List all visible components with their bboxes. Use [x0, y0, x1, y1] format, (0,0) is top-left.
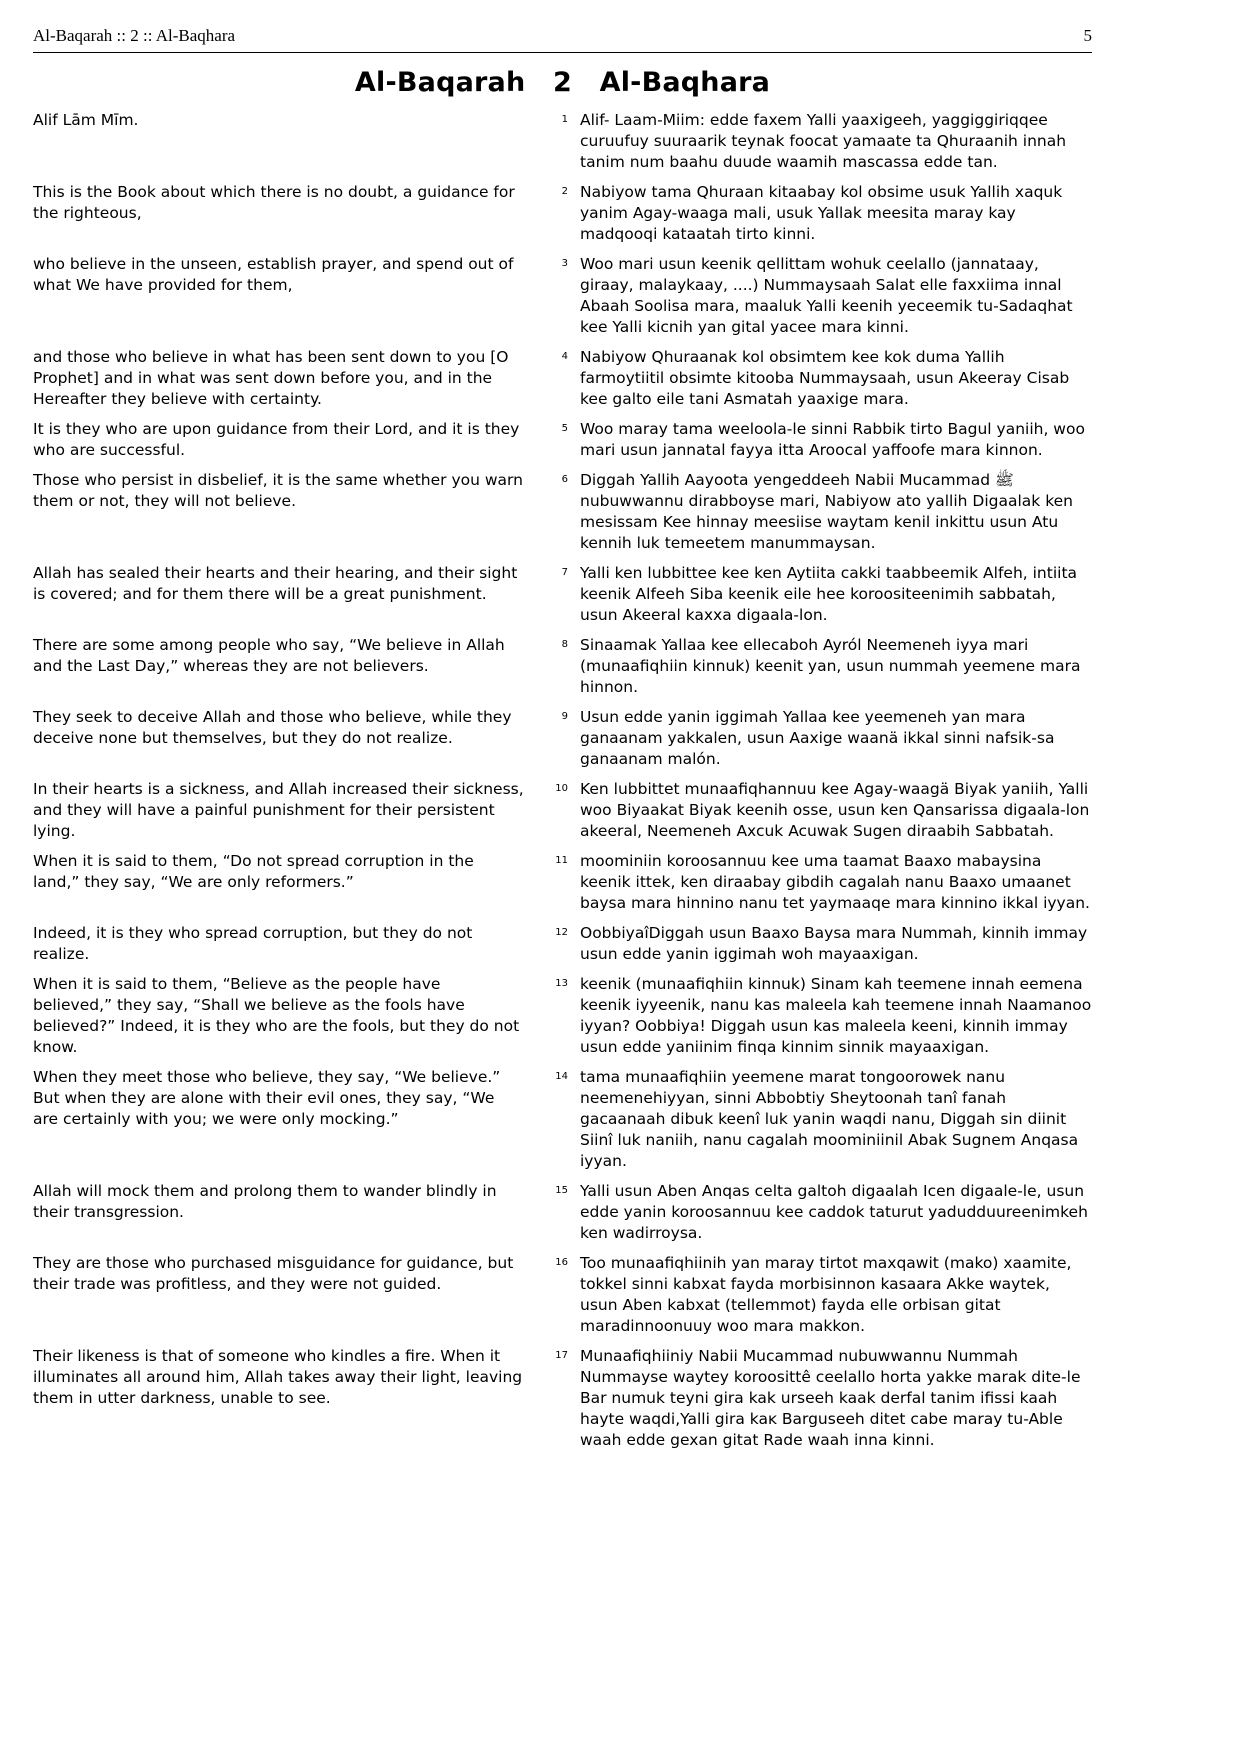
verse-translation-text: Diggah Yallih Aayoota yengeddeeh Nabii Mucammad ﷺ nubuwwannu dirabboyse mari, Nabiyow ato yallih Digaalak ken mesissam Kee hinnay meesiise waytam kenil inkittu usun Atu kennih luk temeetem manummaysan.: [580, 471, 1073, 552]
verse-number: 2: [561, 186, 568, 197]
verse-row: [33, 470, 1092, 554]
verse-translation: [546, 563, 1092, 626]
verse-row: [33, 707, 1092, 770]
verse-translation: [546, 851, 1092, 914]
verse-translation: [546, 1181, 1092, 1244]
verse-translation: [546, 347, 1092, 410]
verse-english-text: It is they who are upon guidance from their Lord, and it is they who are successful.: [33, 420, 520, 459]
verse-number: 3: [561, 258, 568, 269]
verse-number: 16: [555, 1257, 568, 1268]
verse-translation-text: Yalli usun Aben Anqas celta galtoh digaalah Icen digaale-le, usun edde yanin koroosannuu kee caddok taturut yadudduureenimkeh ken wadirroysa.: [580, 1182, 1088, 1242]
verse-number: 17: [555, 1350, 568, 1361]
verse-number: 11: [555, 855, 568, 866]
verse-number: 8: [561, 639, 568, 650]
verse-translation-text: Ken lubbittet munaafiqhannuu kee Agay-waagä Biyak yaniih, Yalli woo Biyaakat Biyak keenih osse, usun ken Qansarissa digaala-lon akeeral, Neemeneh Axcuk Acuwak Sugen diraabih Sabbatah.: [580, 780, 1090, 840]
verse-english-text: Alif Lām Mīm.: [33, 111, 139, 129]
verse-translation: [546, 254, 1092, 338]
verse-english-text: Those who persist in disbelief, it is the same whether you warn them or not, they will not believe.: [33, 471, 523, 510]
verse-english-text: Allah has sealed their hearts and their hearing, and their sight is covered; and for them there will be a great punishment.: [33, 564, 518, 603]
verse-translation: [546, 635, 1092, 698]
verse-translation: [546, 470, 1092, 554]
verse-translation-text: Nabiyow tama Qhuraan kitaabay kol obsime usuk Yallih xaquk yanim Agay-waaga mali, usuk Yallak meesita maray kay madqooqi kataatah tirto kinni.: [580, 183, 1063, 243]
verse-translation: [546, 1346, 1092, 1451]
verse-translation-text: Nabiyow Qhuraanak kol obsimtem kee kok duma Yallih farmoytiitil obsimte kitooba Nummaysaah, usun Akeeray Cisab kee galto eile tani Asmatah yaaxige mara.: [580, 348, 1070, 408]
verse-translation-text: Munaafiqhiiniy Nabii Mucammad nubuwwannu Nummah Nummayse waytey koroosittê ceelallo horta yakke marak dite-le Bar numuk teyni gira kak urseeh kaak derfal tanim ifissi kaah hayte waqdi,Yalli gira kaĸ Barguseeh ditet cabe maray tu-Able waah edde gexan gitat Rade waah inna kinni.: [580, 1347, 1081, 1449]
verse-english-text: There are some among people who say, “We believe in Allah and the Last Day,” whereas they are not believers.: [33, 636, 505, 675]
verse-row: [33, 1346, 1092, 1451]
verse-number: 10: [555, 783, 568, 794]
verse-translation: [546, 182, 1092, 245]
verse-translation-text: keenik (munaafiqhiin kinnuk) Sinam kah teemene innah eemena keenik iyyeenik, nanu kas maleela kah teemene innah Naamanoo iyyan? Oobbiya! Diggah usun kas maleela keeni, kinnih immay usun edde yaniinim finqa kinnim sinnik mayaaxigan.: [580, 975, 1092, 1056]
verse-translation: [546, 1253, 1092, 1337]
verse-row: [33, 851, 1092, 914]
verse-translation-text: Sinaamak Yallaa kee ellecaboh Ayról Neemeneh iyya mari (munaafiqhiin kinnuk) keenit yan, usun nummah yeemene mara hinnon.: [580, 636, 1081, 696]
verse-number: 14: [555, 1071, 568, 1082]
verse-english-text: When they meet those who believe, they say, “We believe.” But when they are alone with their evil ones, they say, “We are certainly with you; we were only mocking.”: [33, 1068, 501, 1128]
page-header: [33, 26, 1092, 53]
verse-translation-text: OobbiyaîDiggah usun Baaxo Baysa mara Nummah, kinnih immay usun edde yanin iggimah woh mayaaxigan.: [580, 924, 1088, 963]
verse-english-text: and those who believe in what has been sent down to you [O Prophet] and in what was sent down before you, and in the Hereafter they believe with certainty.: [33, 348, 509, 408]
verse-english-text: In their hearts is a sickness, and Allah increased their sickness, and they will have a painful punishment for their persistent lying.: [33, 780, 524, 840]
verse-row: [33, 923, 1092, 965]
verse-translation-text: moominiin koroosannuu kee uma taamat Baaxo mabaysina keenik ittek, ken diraabay gibdih cagalah nanu Baaxo umaanet baysa mara hinnino nanu tet yaymaaqe mara kinnino ikkal iyyan.: [580, 852, 1090, 912]
verse-translation-text: Too munaafiqhiinih yan maray tirtot maxqawit (mako) xaamite, tokkel sinni kabxat fayda morbisinnon kasaara Akke waytek, usun Aben kabxat (tellemmot) fayda elle orbisan gitat maradinnoonuuy woo mara makkon.: [580, 1254, 1072, 1335]
verse-row: [33, 419, 1092, 461]
verse-translation: [546, 923, 1092, 965]
verse-translation: [546, 707, 1092, 770]
verse-number: 7: [561, 567, 568, 578]
verse-translation: [546, 779, 1092, 842]
verse-english-text: When it is said to them, “Do not spread corruption in the land,” they say, “We are only reformers.”: [33, 852, 474, 891]
verse-row: [33, 779, 1092, 842]
verse-row: [33, 347, 1092, 410]
verse-english-text: Their likeness is that of someone who kindles a fire. When it illuminates all around him, Allah takes away their light, leaving them in utter darkness, unable to see.: [33, 1347, 523, 1407]
verse-translation-text: Yalli ken lubbittee kee ken Aytiita cakki taabbeemik Alfeh, intiita keenik Alfeeh Siba keenik eile hee koroositeenimih sabbatah, usun Akeeral kaxxa digaala-lon.: [580, 564, 1078, 624]
verse-english-text: They seek to deceive Allah and those who believe, while they deceive none but themselves, but they do not realize.: [33, 708, 512, 747]
verse-number: 13: [555, 978, 568, 989]
verse-row: [33, 635, 1092, 698]
verse-row: [33, 563, 1092, 626]
verse-number: 9: [561, 711, 568, 722]
verse-number: 1: [561, 114, 568, 125]
chapter-title-transliteration: Al-Baqarah: [354, 67, 526, 98]
verse-row: [33, 254, 1092, 338]
verse-english-text: who believe in the unseen, establish prayer, and spend out of what We have provided for them,: [33, 255, 514, 294]
verse-translation: [546, 1067, 1092, 1172]
verse-english-text: Allah will mock them and prolong them to wander blindly in their transgression.: [33, 1182, 497, 1221]
chapter-title-alt: Al-Baqhara: [599, 67, 771, 98]
verse-translation-text: Woo maray tama weeloola-le sinni Rabbik tirto Bagul yaniih, woo mari usun jannatal fayya itta Aroocal yaffoofe mara kinnon.: [580, 420, 1085, 459]
verse-english-text: They are those who purchased misguidance for guidance, but their trade was profitless, and they were not guided.: [33, 1254, 514, 1293]
verse-translation-text: Woo mari usun keenik qellittam wohuk ceelallo (jannataay, giraay, malaykaay, ....) Nummaysaah Salat elle faxxiima innal Abaah Soolisa mara, maaluk Yalli keenih yeceemik tu-Sadaqhat kee Yalli kicnih yan gital yacee mara kinni.: [580, 255, 1073, 336]
verse-row: [33, 110, 1092, 173]
verse-row: [33, 1253, 1092, 1337]
verse-list: [33, 110, 1092, 1451]
page-number: 5: [1083, 26, 1092, 45]
verse-translation: [546, 419, 1092, 461]
verse-english-text: Indeed, it is they who spread corruption, but they do not realize.: [33, 924, 473, 963]
verse-translation-text: Usun edde yanin iggimah Yallaa kee yeemeneh yan mara ganaanam yakkalen, usun Aaxige waanä ikkal sinni nafsik-sa ganaanam malón.: [580, 708, 1055, 768]
chapter-title: [33, 67, 1092, 98]
verse-translation: [546, 110, 1092, 173]
chapter-number: 2: [553, 67, 572, 98]
verse-row: [33, 1181, 1092, 1244]
verse-english-text: When it is said to them, “Believe as the people have believed,” they say, “Shall we believe as the fools have believed?” Indeed, it is they who are the fools, but they do not know.: [33, 975, 520, 1056]
verse-translation-text: Alif- Laam-Miim: edde faxem Yalli yaaxigeeh, yaggiggiriqqee curuufuy suuraarik teynak foocat yamaate ta Qhuraanih innah tanim num baahu duude waamih mascassa edde tan.: [580, 111, 1067, 171]
verse-number: 6: [561, 474, 568, 485]
verse-row: [33, 182, 1092, 245]
verse-row: [33, 1067, 1092, 1172]
verse-translation: [546, 974, 1092, 1058]
verse-number: 15: [555, 1185, 568, 1196]
verse-english-text: This is the Book about which there is no doubt, a guidance for the righteous,: [33, 183, 515, 222]
verse-number: 12: [555, 927, 568, 938]
header-running-title: Al-Baqarah :: 2 :: Al-Baqhara: [33, 26, 236, 45]
verse-number: 5: [561, 423, 568, 434]
verse-row: [33, 974, 1092, 1058]
verse-translation-text: tama munaafiqhiin yeemene marat tongoorowek nanu neemenehiyyan, sinni Abbobtiy Sheytoonah tanî fanah gacaanaah dibuk keenî luk yanin waqdi nanu, Diggah sin diinit Siinî luk naniih, nanu cagalah moominiinil Abak Sugnem Anqasa iyyan.: [580, 1068, 1079, 1170]
verse-number: 4: [561, 351, 568, 362]
